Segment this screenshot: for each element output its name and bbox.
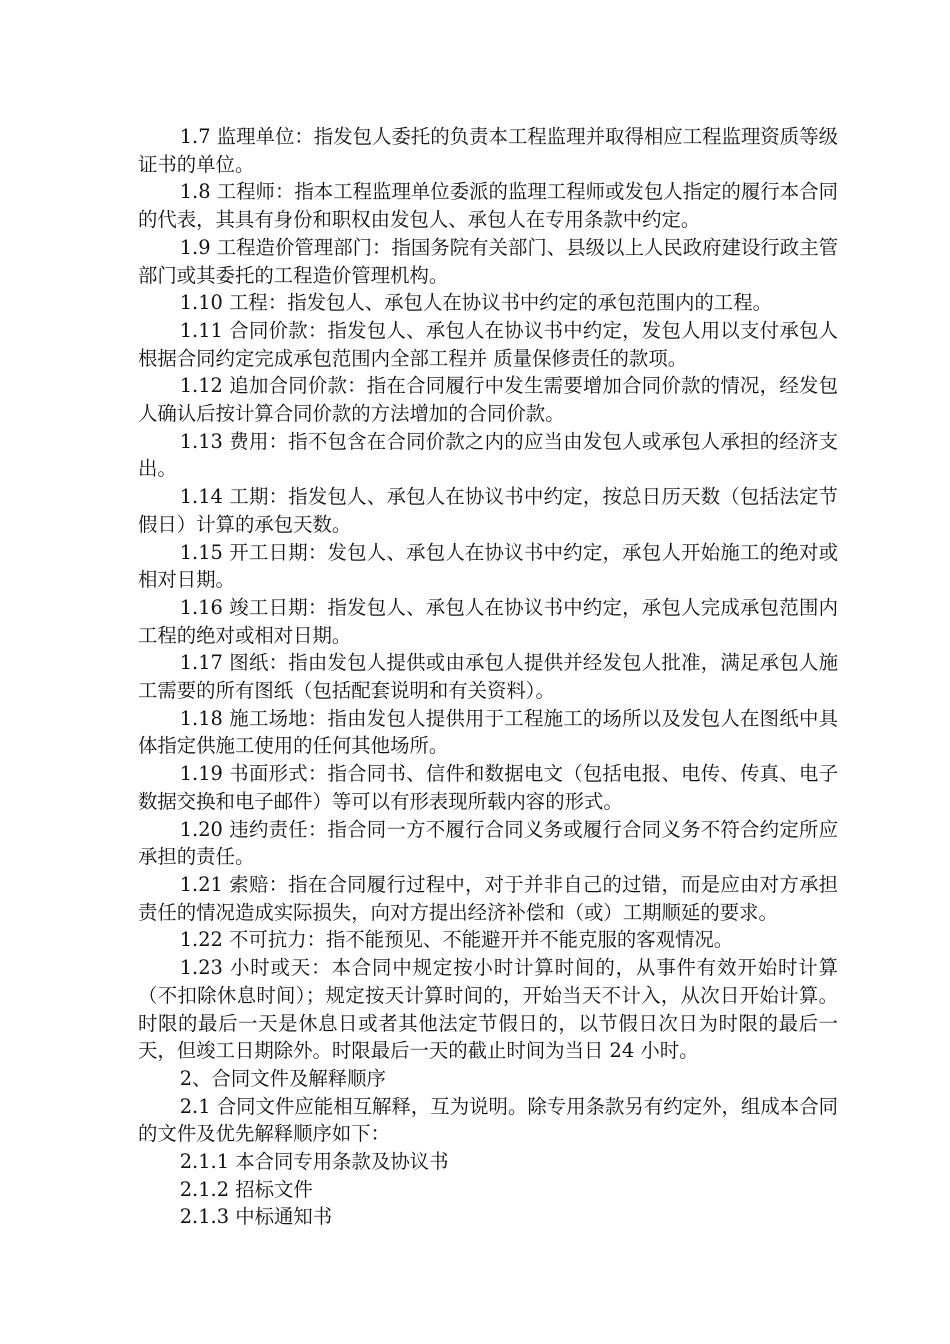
paragraph-1-7: 1.7 监理单位：指发包人委托的负责本工程监理并取得相应工程监理资质等级证书的单位。: [138, 125, 838, 176]
paragraph-1-22: 1.22 不可抗力：指不能预见、不能避开并不能克服的客观情况。: [179, 928, 734, 952]
paragraph-1-23: 1.23 小时或天：本合同中规定按小时计算时间的，从事件有效开始时计算（不扣除休息时间）；规定按天计算时间的，开始当天不计入，从次日开始计算。时限的最后一天是休息日或者其他法定节假日的，以节假日次日为时限的最后一天，但竣工日期除外。时限最后一天的截止时间为当日 24 小时。: [138, 956, 838, 1063]
paragraph-1-11: 1.11 合同价款：指发包人、承包人在协议书中约定，发包人用以支付承包人根据合同约定完成承包范围内全部工程并 质量保修责任的款项。: [138, 318, 838, 370]
paragraph-2-1: 2.1 合同文件应能相互解释，互为说明。除专用条款另有约定外，组成本合同的文件及优先解释顺序如下：: [138, 1094, 838, 1146]
paragraph-1-20: 1.20 违约责任：指合同一方不履行合同义务或履行合同义务不符合约定所应承担的责任。: [138, 817, 838, 869]
paragraph-1-18: 1.18 施工场地：指由发包人提供用于工程施工的场所以及发包人在图纸中具体指定供施工使用的任何其他场所。: [138, 706, 838, 758]
paragraph-1-13: 1.13 费用：指不包含在合同价款之内的应当由发包人或承包人承担的经济支出。: [138, 429, 838, 481]
paragraph-2-1-1: 2.1.1 本合同专用条款及协议书: [179, 1150, 449, 1174]
paragraph-1-19: 1.19 书面形式：指合同书、信件和数据电文（包括电报、电传、传真、电子数据交换和电子邮件）等可以有形表现所载内容的形式。: [138, 762, 838, 813]
paragraph-1-15: 1.15 开工日期：发包人、承包人在协议书中约定，承包人开始施工的绝对或相对日期。: [138, 540, 838, 592]
section-heading-2: 2、合同文件及解释顺序: [179, 1066, 386, 1090]
paragraph-1-21: 1.21 索赔：指在合同履行过程中，对于并非自己的过错，而是应由对方承担责任的情况造成实际损失，向对方提出经济补偿和（或）工期顺延的要求。: [138, 872, 838, 924]
paragraph-1-8: 1.8 工程师：指本工程监理单位委派的监理工程师或发包人指定的履行本合同的代表，其具有身份和职权由发包人、承包人在专用条款中约定。: [138, 180, 838, 232]
document-page: [138, 123, 838, 1231]
paragraph-1-16: 1.16 竣工日期：指发包人、承包人在协议书中约定，承包人完成承包范围内工程的绝对或相对日期。: [138, 595, 838, 647]
paragraph-1-9: 1.9 工程造价管理部门：指国务院有关部门、县级以上人民政府建设行政主管部门或其委托的工程造价管理机构。: [138, 235, 838, 287]
paragraph-2-1-2: 2.1.2 招标文件: [179, 1177, 313, 1201]
paragraph-1-12: 1.12 追加合同价款：指在合同履行中发生需要增加合同价款的情况，经发包人确认后按计算合同价款的方法增加的合同价款。: [138, 374, 838, 426]
paragraph-1-10: 1.10 工程：指发包人、承包人在协议书中约定的承包范围内的工程。: [179, 291, 772, 315]
paragraph-1-17: 1.17 图纸：指由发包人提供或由承包人提供并经发包人批准，满足承包人施工需要的所有图纸（包括配套说明和有关资料）。: [138, 651, 838, 703]
paragraph-1-14: 1.14 工期：指发包人、承包人在协议书中约定，按总日历天数（包括法定节假日）计算的承包天数。: [138, 485, 838, 536]
paragraph-2-1-3: 2.1.3 中标通知书: [179, 1205, 333, 1229]
